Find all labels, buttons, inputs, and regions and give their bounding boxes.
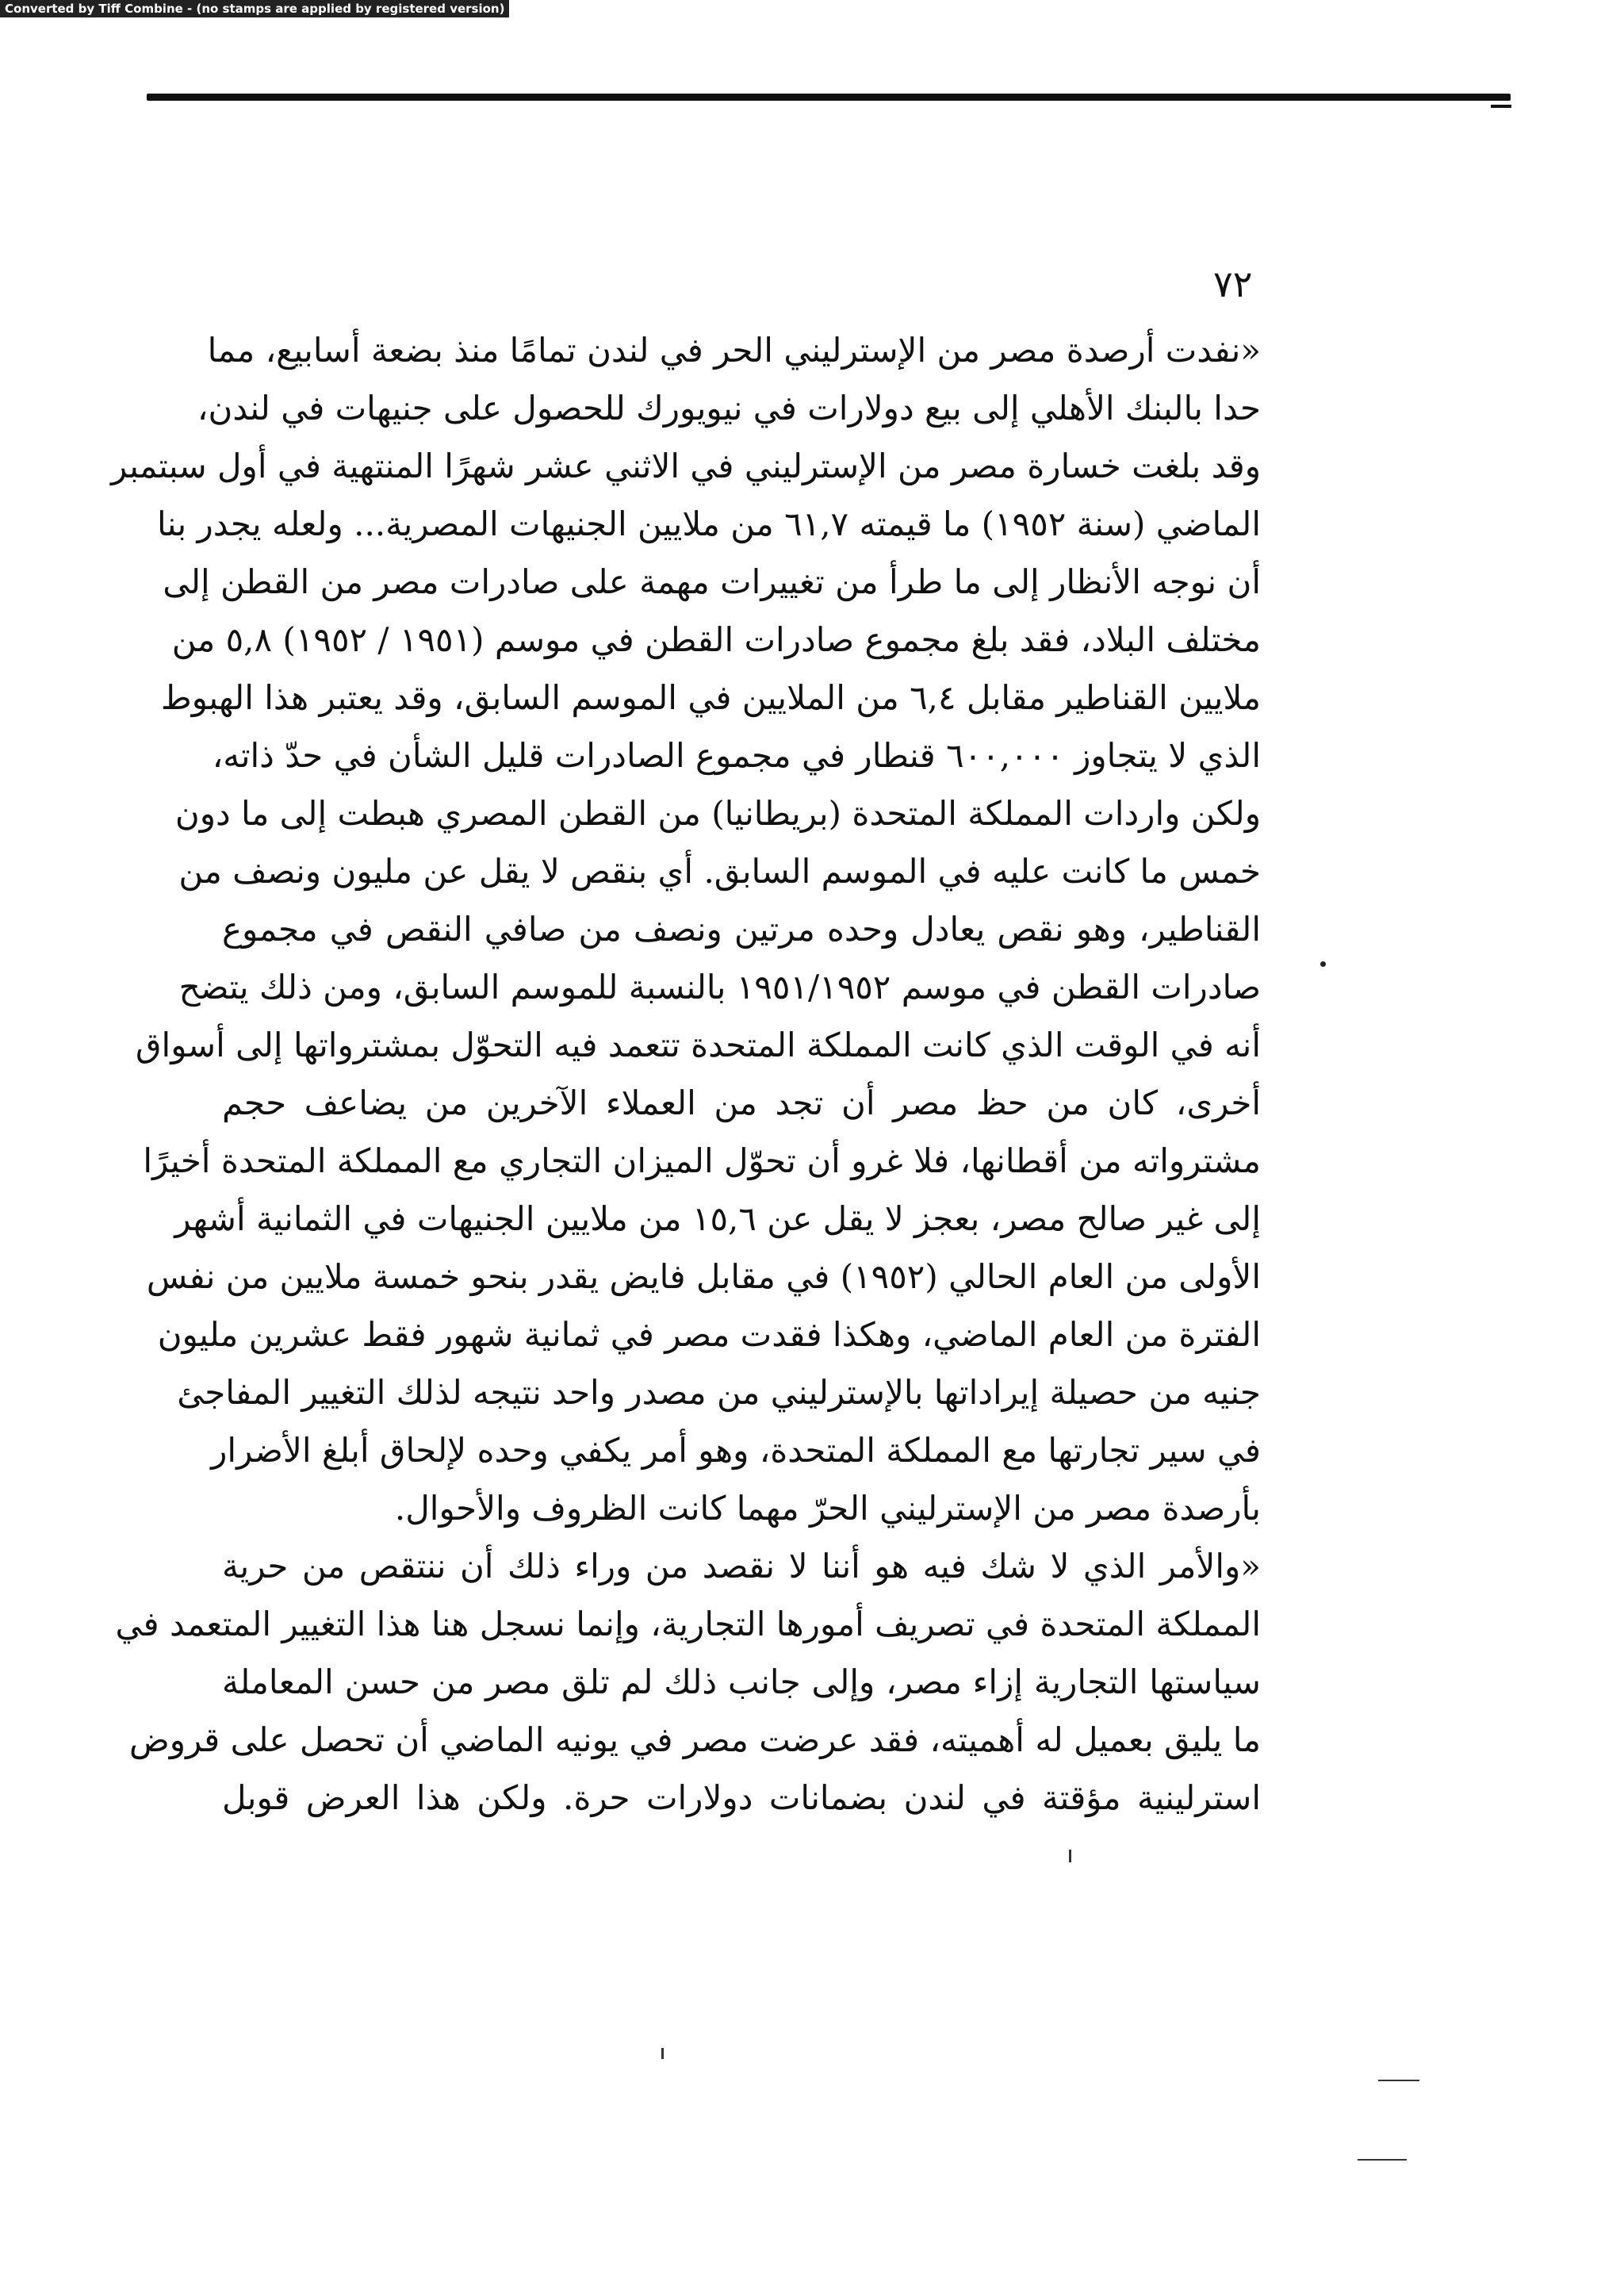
margin-speck [1320, 961, 1326, 967]
text-line: المملكة المتحدة في تصريف أمورها التجارية، وإنما نسجل هنا هذا التغيير المتعمد في [115, 1605, 1261, 1643]
header-rule-tail [1491, 105, 1511, 108]
text-line: جنيه من حصيلة إيراداتها بالإسترليني من مصدر واحد نتيجه لذلك التغيير المفاجئ [177, 1373, 1261, 1412]
text-line: الفترة من العام الماضي، وهكذا فقدت مصر في ثمانية شهور فقط عشرين مليون [157, 1315, 1261, 1354]
text-line: صادرات القطن في موسم ١٩٥١/١٩٥٢ بالنسبة للموسم السابق، ومن ذلك يتضح [178, 968, 1261, 1007]
body-text [111, 321, 1261, 1827]
header-rule [147, 94, 1511, 101]
scan-dash [1358, 2159, 1407, 2161]
text-line: حدا بالبنك الأهلي إلى بيع دولارات في نيويورك للحصول على جنيهات في لندن، [197, 389, 1261, 428]
text-line: أن نوجه الأنظار إلى ما طرأ من تغييرات مهمة على صادرات مصر من القطن إلى [163, 562, 1261, 601]
text-line: ملايين القناطير مقابل ٦,٤ من الملايين في الموسم السابق، وقد يعتبر هذا الهبوط [160, 678, 1261, 717]
text-line: خمس ما كانت عليه في الموسم السابق. أي بنقص لا يقل عن مليون ونصف من [178, 852, 1261, 891]
scan-speck [661, 2048, 664, 2059]
text-line: أخرى، كان من حظ مصر أن تجد من العملاء الآخرين من يضاعف حجم [222, 1083, 1261, 1122]
text-line: مشترواته من أقطانها، فلا غرو أن تحوّل الميزان التجاري مع المملكة المتحدة أخيرًا [143, 1141, 1261, 1180]
text-line: القناطير، وهو نقص يعادل وحده مرتين ونصف من صافي النقص في مجموع [222, 910, 1261, 949]
text-line: وقد بلغت خسارة مصر من الإسترليني في الاثني عشر شهرًا المنتهية في أول سبتمبر [111, 447, 1261, 485]
text-line: أنه في الوقت الذي كانت المملكة المتحدة تتعمد فيه التحوّل بمشترواتها إلى أسواق [135, 1026, 1261, 1064]
text-line: الذي لا يتجاوز ٦٠٠,٠٠٠ قنطار في مجموع الصادرات قليل الشأن في حدّ ذاته، [212, 736, 1261, 775]
page-number: ٧٢ [1213, 263, 1253, 305]
text-line: «نفدت أرصدة مصر من الإسترليني الحر في لندن تمامًا منذ بضعة أسابيع، مما [207, 331, 1261, 370]
text-line: مختلف البلاد، فقد بلغ مجموع صادرات القطن في موسم (١٩٥١ / ١٩٥٢) ٥,٨ من [171, 620, 1261, 659]
scan-dash [1378, 2080, 1419, 2081]
text-line: في سير تجارتها مع المملكة المتحدة، وهو أمر يكفي وحده لإلحاق أبلغ الأضرار [211, 1431, 1261, 1470]
text-line: الماضي (سنة ١٩٥٢) ما قيمته ٦١,٧ من ملايين الجنيهات المصرية... ولعله يجدر بنا [156, 504, 1261, 543]
text-line: الأولى من العام الحالي (١٩٥٢) في مقابل فايض يقدر بنحو خمسة ملايين من نفس [146, 1257, 1261, 1296]
text-line: بأرصدة مصر من الإسترليني الحرّ مهما كانت الظروف والأحوال. [394, 1489, 1261, 1528]
text-line: ما يليق بعميل له أهميته، فقد عرضت مصر في يونيه الماضي أن تحصل على قروض [128, 1720, 1261, 1759]
scan-speck [1069, 1850, 1071, 1862]
text-line: «والأمر الذي لا شك فيه هو أننا لا نقصد من وراء ذلك أن ننتقص من حرية [222, 1547, 1261, 1586]
text-line: ولكن واردات المملكة المتحدة (بريطانيا) من القطن المصري هبطت إلى ما دون [174, 794, 1261, 833]
text-line: سياستها التجارية إزاء مصر، وإلى جانب ذلك لم تلق مصر من حسن المعاملة [222, 1662, 1261, 1701]
text-line: إلى غير صالح مصر، بعجز لا يقل عن ١٥,٦ من ملايين الجنيهات في الثمانية أشهر [174, 1199, 1261, 1238]
text-line: استرلينية مؤقتة في لندن بضمانات دولارات حرة. ولكن هذا العرض قوبل [222, 1778, 1261, 1817]
converter-watermark: Converted by Tiff Combine - (no stamps are applied by registered version) [0, 0, 509, 17]
